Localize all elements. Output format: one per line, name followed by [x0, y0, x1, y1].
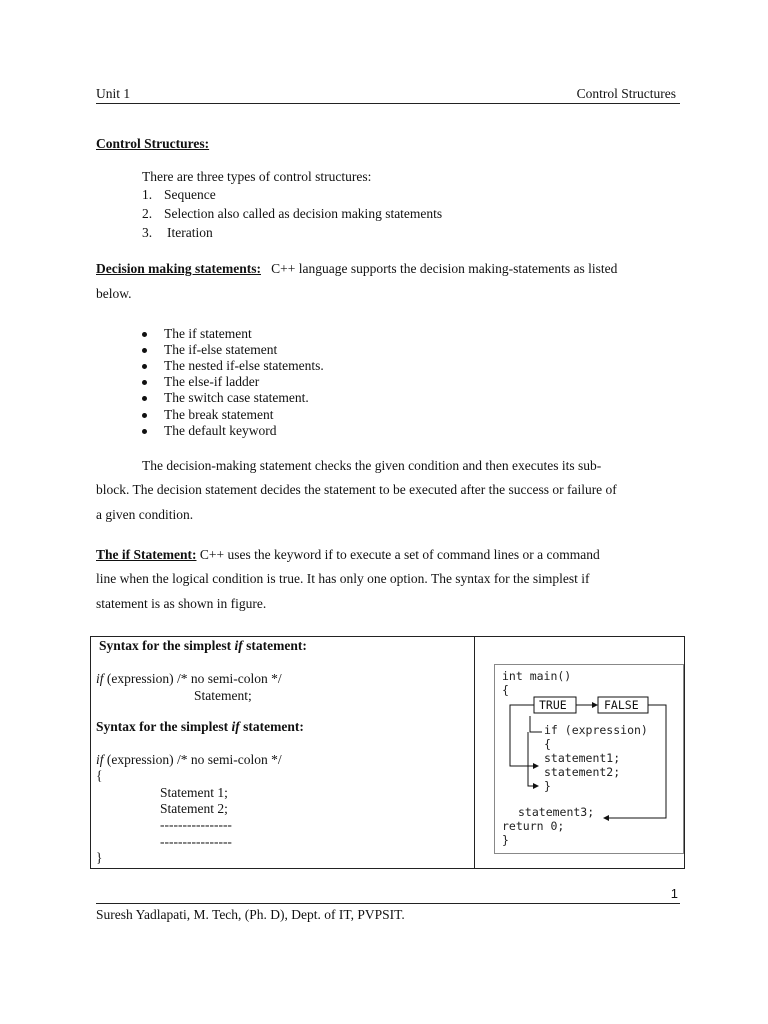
- figure-line-inner-open: {: [544, 737, 551, 751]
- if-flow-figure: [494, 664, 684, 854]
- syntax-title-text: statement:: [242, 638, 307, 653]
- bullet-dot: [142, 364, 147, 369]
- syntax-title-text: Syntax for the simplest: [96, 719, 232, 734]
- bullet-item: The break statement: [164, 407, 274, 422]
- decision-text-line1: C++ language supports the decision making-statements as listed: [271, 261, 618, 276]
- list-number: 1.: [142, 187, 153, 202]
- list-text: Iteration: [167, 225, 213, 240]
- bullet-item: The default keyword: [164, 423, 277, 438]
- list-number: 2.: [142, 206, 153, 221]
- decision-para-line1: The decision-making statement checks the given condition and then executes its sub-: [142, 458, 602, 473]
- figure-line-statement3: statement3;: [518, 805, 595, 819]
- bullet-dot: [142, 413, 147, 418]
- if-text-line2: line when the logical condition is true. It has only one option. The syntax for the simplest if: [96, 571, 590, 586]
- if-paragraph-line1: [96, 543, 600, 568]
- syntax-title-text: Syntax for the simplest: [99, 638, 235, 653]
- syntax-code: (expression) /* no semi-colon */: [103, 752, 282, 767]
- figure-line-main: int main(): [502, 669, 572, 683]
- syntax-keyword: if: [231, 719, 240, 734]
- header-rule: [96, 103, 680, 104]
- true-label: TRUE: [539, 698, 567, 712]
- syntax-close-brace: }: [96, 850, 103, 865]
- syntax-stmt2: Statement 2;: [160, 801, 228, 816]
- bullet-item: The switch case statement.: [164, 390, 309, 405]
- syntax-code: (expression) /* no semi-colon */: [103, 671, 282, 686]
- figure-line-statement1: statement1;: [544, 751, 621, 765]
- if-text-line1: C++ uses the keyword if to execute a set of command lines or a command: [199, 547, 600, 562]
- syntax-dashes-1: ----------------: [160, 817, 232, 832]
- figure-line-return: return 0;: [502, 819, 565, 833]
- page-number: 1: [670, 886, 678, 901]
- bullet-dot: [142, 429, 147, 434]
- bullet-item: The if-else statement: [164, 342, 278, 357]
- list-item: [142, 225, 213, 241]
- figure-line-statement2: statement2;: [544, 765, 621, 779]
- decision-para-line2: block. The decision statement decides the statement to be executed after the success or failure of: [96, 482, 617, 497]
- bullet-dot: [142, 332, 147, 337]
- syntax-keyword: if: [96, 671, 104, 686]
- section-heading: Control Structures:: [96, 136, 210, 151]
- syntax-dashes-2: ----------------: [160, 834, 232, 849]
- header-unit: Unit 1: [96, 86, 131, 101]
- list-text: Sequence: [164, 187, 216, 202]
- figure-line-inner-close: }: [544, 779, 551, 793]
- syntax-keyword: if: [96, 752, 104, 767]
- intro-text: There are three types of control structures:: [142, 169, 372, 184]
- bullet-item: The if statement: [164, 326, 252, 341]
- header-title: Control Structures: [576, 86, 676, 101]
- figure-line-if: if (expression): [544, 723, 648, 737]
- syntax-open-brace: {: [96, 768, 103, 783]
- bullet-item: The else-if ladder: [164, 374, 260, 389]
- list-item: [142, 206, 443, 222]
- footer-author: Suresh Yadlapati, M. Tech, (Ph. D), Dept. of IT, PVPSIT.: [96, 907, 405, 922]
- bullet-dot: [142, 396, 147, 401]
- bullet-dot: [142, 348, 147, 353]
- syntax-keyword: if: [234, 638, 243, 653]
- decision-text-line2: below.: [96, 286, 132, 301]
- syntax-line-b: Statement;: [194, 688, 252, 703]
- decision-paragraph: [96, 261, 617, 277]
- bullet-dot: [142, 380, 147, 385]
- if-heading: The if Statement:: [96, 547, 197, 562]
- list-item: [142, 187, 216, 203]
- decision-heading: Decision making statements:: [96, 261, 261, 276]
- figure-line-open: {: [502, 683, 509, 697]
- syntax-stmt1: Statement 1;: [160, 785, 228, 800]
- syntax-table-divider: [474, 636, 475, 869]
- if-text-line3: statement is as shown in figure.: [96, 596, 267, 611]
- list-text: Selection also called as decision making statements: [164, 206, 443, 221]
- syntax-line-c: [96, 752, 282, 768]
- syntax-title-2: [96, 719, 304, 735]
- syntax-line-a: [96, 671, 282, 687]
- figure-line-close: }: [502, 833, 509, 847]
- false-label: FALSE: [604, 698, 639, 712]
- footer-rule: [96, 903, 680, 904]
- decision-para-line3: a given condition.: [96, 507, 194, 522]
- syntax-title-text: statement:: [239, 719, 304, 734]
- syntax-title-1: [99, 638, 307, 654]
- bullet-item: The nested if-else statements.: [164, 358, 324, 373]
- list-number: 3.: [142, 225, 153, 240]
